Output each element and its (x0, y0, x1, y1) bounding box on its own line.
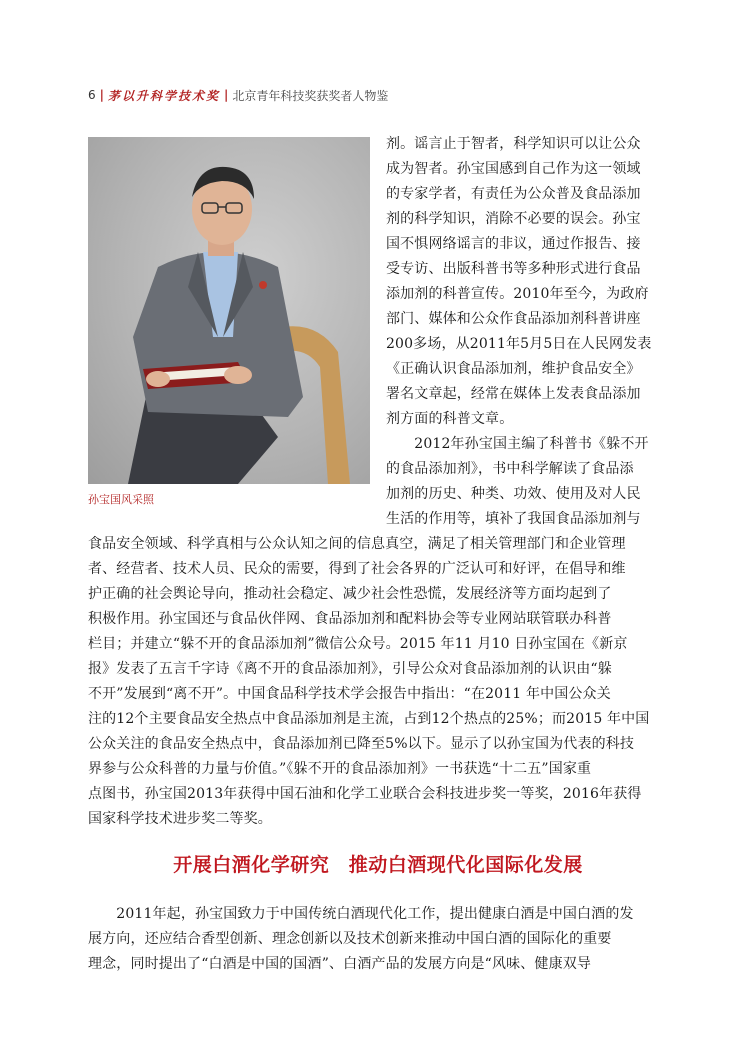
header-separator: | (224, 88, 229, 102)
body-line: 加剂的历史、种类、功效、使用及对人民 (386, 486, 641, 502)
body-line: 报》发表了五言千字诗《离不开的食品添加剂》，引导公众对食品添加剂的认识由“躲 (88, 661, 612, 677)
body-line: 署名文章起，经常在媒体上发表食品添加 (386, 386, 641, 402)
body-line: 不开”发展到“离不开”。中国食品科学技术学会报告中指出：“在2011 年中国公众关 (88, 686, 611, 702)
body-line: 剂。谣言止于智者，科学知识可以让公众 (386, 136, 641, 152)
body-line: 生活的作用等，填补了我国食品添加剂与 (386, 511, 641, 527)
body-line: 公众关注的食品安全热点中，食品添加剂已降至5%以下。显示了以孙宝国为代表的科技 (88, 736, 635, 752)
body-line: 《正确认识食品添加剂，维护食品安全》 (386, 361, 641, 377)
body-line: 添加剂的科普宣传。2010年至今，为政府 (386, 286, 649, 302)
award-name: 茅以升科学技术奖 (108, 88, 221, 103)
body-line: 的专家学者，有责任为公众普及食品添加 (386, 186, 641, 202)
body-line: 注的12个主要食品安全热点中食品添加剂是主流，占到12个热点的25%；而2015 年中国 (88, 711, 650, 727)
running-header (88, 84, 388, 106)
body-line: 食品安全领域、科学真相与公众认知之间的信息真空，满足了相关管理部门和企业管理 (88, 536, 626, 552)
body-line: 剂的科学知识，消除不必要的误会。孙宝 (386, 211, 641, 227)
body-line: 部门、媒体和公众作食品添加剂科普讲座 (386, 311, 641, 327)
portrait-illustration (88, 137, 370, 484)
section-heading: 开展白酒化学研究 推动白酒现代化国际化发展 (173, 854, 583, 876)
body-line: 积极作用。孙宝国还与食品伙伴网、食品添加剂和配料协会等专业网站联管联办科普 (88, 611, 612, 627)
body-line: 者、经营者、技术人员、民众的需要，得到了社会各界的广泛认可和好评，在倡导和维 (88, 561, 626, 577)
body-line: 栏目；并建立“躲不开的食品添加剂”微信公众号。2015 年11 月10 日孙宝国在《新京 (88, 636, 628, 652)
body-line: 的食品添加剂》，书中科学解读了食品添 (386, 461, 634, 477)
photo-caption: 孙宝国风采照 (88, 493, 154, 506)
body-line: 2012年孙宝国主编了科普书《躲不开 (386, 436, 649, 452)
book-title: 北京青年科技奖获奖者人物鉴 (232, 88, 389, 103)
body-line: 2011年起，孙宝国致力于中国传统白酒现代化工作，提出健康白酒是中国白酒的发 (88, 906, 634, 922)
body-line: 国不惧网络谣言的非议，通过作报告、接 (386, 236, 641, 252)
header-separator: | (99, 88, 105, 102)
body-line: 界参与公众科普的力量与价值。”《躲不开的食品添加剂》一书获选“十二五”国家重 (88, 761, 592, 777)
body-line: 点图书，孙宝国2013年获得中国石油和化学工业联合会科技进步奖一等奖，2016年获得 (88, 786, 642, 802)
body-line: 理念，同时提出了“白酒是中国的国酒”、白酒产品的发展方向是“风味、健康双导 (88, 956, 592, 972)
body-line: 受专访、出版科普书等多种形式进行食品 (386, 261, 641, 277)
body-line: 200多场，从2011年5月5日在人民网发表 (386, 336, 652, 352)
portrait-photo (88, 137, 370, 484)
body-line: 展方向，还应结合香型创新、理念创新以及技术创新来推动中国白酒的国际化的重要 (88, 931, 612, 947)
page-number: 6 (88, 88, 96, 102)
body-line: 成为智者。孙宝国感到自己作为这一领域 (386, 161, 641, 177)
body-line: 护正确的社会舆论导向，推动社会稳定、减少社会性恐慌，发展经济等方面均起到了 (88, 586, 612, 602)
body-line: 国家科学技术进步奖二等奖。 (88, 811, 272, 827)
body-line: 剂方面的科普文章。 (386, 411, 514, 427)
